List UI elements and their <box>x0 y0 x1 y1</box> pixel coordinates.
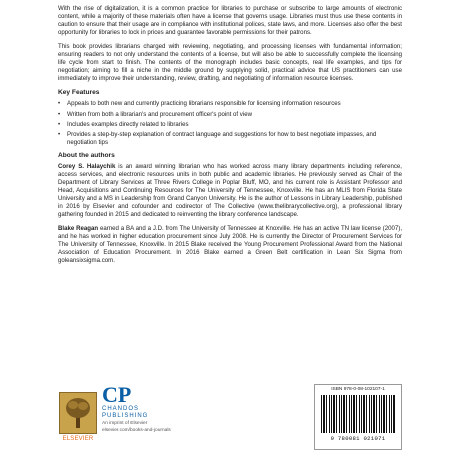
feature-item: • Appeals to both new and currently practicing librarians responsible for licensing information resources <box>58 100 402 108</box>
author-name: Corey S. Halaychik <box>58 162 116 170</box>
author-bio-reagan <box>58 225 402 265</box>
chandos-logo <box>102 384 222 448</box>
feature-item: • Written from both a librarian's and procurement officer's point of view <box>58 111 402 119</box>
author-bio-text: is an award winning librarian who has worked across many library departments including reference, access services, and electronic resources units in both public and academic libraries. He previously served as Chair of the Department of Library Services at Three Rivers College in Poplar Bluff, MO, and his current role is Assistant Professor and Head, Acquisitions and Continuing Resources for The University of Tennessee, Knoxville. He has an MLIS from Florida State University and a MS in Leadership from Grand Canyon University. He is the author of Lessons in Library Leadership, published in 2016 by Elsevier and cofounder and codirector of The Collective (www.thelibrarycollective.org), a professional library gathering founded in 2015 and dedicated to reinventing the library conference landscape. <box>58 162 402 219</box>
author-name: Blake Reagan <box>58 225 99 233</box>
elsevier-tree-icon <box>59 392 97 434</box>
key-features-heading: Key Features <box>58 89 100 97</box>
elsevier-wordmark: ELSEVIER <box>62 436 94 442</box>
chandos-cp-mark: CP <box>102 382 132 407</box>
barcode-bars <box>321 395 395 433</box>
intro-paragraph-2: This book provides librarians charged with reviewing, negotiating, and processing licenses with fundamental information; ensuring readers to not only understand the contents of a license, but will also be able to successfully complete the licensing life cycle from start to finish. The contents of the monograph includes basic concepts, real life examples, and tips for negotiation; aiming to fill a niche in the middle ground by supplying solid, practical advice that US practitioners can use immediately to improve their understanding, review, drafting, and negotiating of information resource licenses. <box>58 43 402 83</box>
author-bio-text: earned a BA and a J.D. from The University of Tennessee at Knoxville. He has an active TN law license (2007), and he has worked in higher education procurement since July 2008. He is currently the Director of Procurement Services for The University of Tennessee, Knoxville. In 2015 Blake received the Young Procurement Professional Award from the National Association of Education Procurement. In 2016 Blake earned a Green Belt certification in Lean Six Sigma from goleansixsigma.com. <box>58 225 403 265</box>
barcode-digits: 9 780081 021071 <box>330 435 386 442</box>
about-authors-heading: About the authors <box>58 151 115 159</box>
feature-item: • Provides a step-by-step explanation of contract language and suggestions for how to best negotiate impasses, and negotiation tips <box>58 131 402 147</box>
chandos-name-line2: PUBLISHING <box>102 413 149 419</box>
isbn-text: ISBN 978-0-08-102107-1 <box>331 387 385 392</box>
intro-paragraph-1: With the rise of digitalization, it is a common practice for libraries to purchase or subscribe to large amounts of electronic content, while a majority of these materials often have a license that governs usage. Libraries must thus use these contents in caution to ensure that their usage are in compliance with institutional polices, state laws, and more. Licenses also offer the best opportunity for libraries to lock in prices and guarantee favorable permissions for their patrons. <box>58 5 402 37</box>
blurb-content <box>58 5 402 271</box>
publisher-footer <box>58 384 402 449</box>
isbn-barcode <box>314 384 402 450</box>
chandos-name-line1: CHANDOS <box>102 406 140 412</box>
elsevier-logo <box>58 392 98 446</box>
feature-item: • Includes examples directly related to libraries <box>58 121 402 129</box>
key-features-list <box>58 100 402 146</box>
imprint-line1: An imprint of Elsevier <box>102 421 148 426</box>
author-bio-halaychik <box>58 163 402 219</box>
imprint-line2: elsevier.com/books-and-journals <box>102 428 171 433</box>
